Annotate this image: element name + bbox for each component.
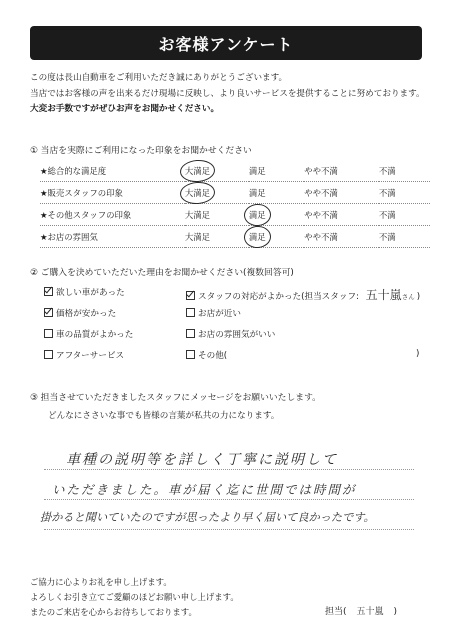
rating-option-selected: 大満足 bbox=[184, 165, 211, 176]
rating-row bbox=[40, 204, 430, 226]
rating-table bbox=[40, 160, 430, 248]
rating-option-cell[interactable] bbox=[249, 160, 304, 182]
close-paren: ) bbox=[416, 292, 421, 302]
survey-title: お客様アンケート bbox=[30, 26, 422, 60]
reason-checkbox[interactable] bbox=[44, 328, 133, 340]
rating-option-cell[interactable] bbox=[249, 226, 304, 248]
rating-option-selected: 満足 bbox=[248, 209, 266, 220]
rating-option-cell[interactable] bbox=[379, 204, 430, 226]
comment-line: 車種の説明等を詳しく丁寧に説明して bbox=[66, 452, 338, 468]
reason-checkbox[interactable] bbox=[186, 349, 227, 361]
staff-close: ) bbox=[393, 607, 398, 617]
comment-line: 掛かると聞いていたのですが思ったより早く届いて良かったです。 bbox=[40, 511, 375, 524]
reason-checkbox[interactable] bbox=[186, 286, 420, 303]
comment-rule bbox=[44, 529, 414, 530]
rating-option: やや不満 bbox=[304, 209, 338, 220]
rating-option-cell[interactable] bbox=[185, 226, 249, 248]
closing-line: ご協力に心よりお礼を申し上げます。 bbox=[30, 577, 172, 587]
rating-option-cell[interactable] bbox=[249, 182, 304, 204]
q3-title: ③ 担当させていただきましたスタッフにメッセージをお願いいたします。 bbox=[30, 393, 321, 403]
checkbox-box[interactable] bbox=[186, 350, 195, 359]
reason-label: 車の品質がよかった bbox=[56, 330, 134, 340]
rating-option: 大満足 bbox=[184, 209, 211, 220]
reason-label: アフターサービス bbox=[56, 351, 125, 361]
reason-checkbox[interactable] bbox=[186, 328, 275, 340]
intro-line: 大変お手数ですがぜひお声をお聞かせください。 bbox=[30, 104, 220, 114]
rating-option: やや不満 bbox=[304, 187, 338, 198]
rating-item-label: ★お店の雰囲気 bbox=[40, 226, 185, 248]
rating-option: 大満足 bbox=[184, 231, 211, 242]
comment-rule bbox=[44, 499, 414, 500]
rating-item-label: ★その他スタッフの印象 bbox=[40, 204, 185, 226]
checkbox-checked[interactable] bbox=[44, 287, 53, 296]
intro-line: この度は長山自動車をご利用いただき誠にありがとうございます。 bbox=[30, 73, 288, 83]
reason-checkbox[interactable] bbox=[44, 286, 125, 298]
staff-handwritten-name: 五十嵐 bbox=[365, 288, 402, 302]
rating-item-label: ★販売スタッフの印象 bbox=[40, 182, 185, 204]
checkbox-box[interactable] bbox=[186, 329, 195, 338]
rating-option-cell[interactable] bbox=[304, 204, 379, 226]
rating-option-cell[interactable] bbox=[185, 182, 249, 204]
rating-option-cell[interactable] bbox=[249, 204, 304, 226]
rating-option: 不満 bbox=[378, 231, 396, 242]
san-suffix: さん bbox=[401, 293, 415, 301]
reason-label: その他( bbox=[198, 351, 228, 361]
reason-label: 欲しい車があった bbox=[56, 288, 125, 298]
q3-subtitle: どんなにささいな事でも皆様の言葉が私共の力になります。 bbox=[48, 411, 280, 421]
reason-label: 価格が安かった bbox=[56, 309, 117, 319]
rating-option: やや不満 bbox=[304, 165, 338, 176]
rating-option-cell[interactable] bbox=[185, 204, 249, 226]
rating-option-cell[interactable] bbox=[185, 160, 249, 182]
reason-label: スタッフの対応がよかった(担当スタッフ: bbox=[198, 292, 359, 302]
staff-name: 五十嵐 bbox=[356, 607, 384, 617]
rating-option-cell[interactable] bbox=[379, 226, 430, 248]
closing-line: よろしくお引き立てご愛顧のほどお願い申し上げます。 bbox=[30, 592, 239, 602]
comment-line: いただきました。車が届く迄に世間では時間が bbox=[52, 482, 357, 497]
checkbox-checked[interactable] bbox=[44, 308, 53, 317]
rating-row bbox=[40, 182, 430, 204]
intro-text bbox=[30, 71, 425, 118]
reason-checkbox[interactable] bbox=[186, 307, 241, 319]
staff-signature bbox=[325, 604, 397, 617]
reason-checkbox[interactable] bbox=[44, 307, 116, 319]
rating-option-cell[interactable] bbox=[379, 182, 430, 204]
rating-option: 不満 bbox=[378, 209, 396, 220]
rating-option: 満足 bbox=[248, 165, 266, 176]
checkbox-checked[interactable] bbox=[186, 291, 195, 300]
reason-label: お店が近い bbox=[198, 309, 241, 319]
rating-option: 不満 bbox=[378, 165, 396, 176]
rating-row bbox=[40, 160, 430, 182]
rating-option-cell[interactable] bbox=[304, 226, 379, 248]
reason-label: お店の雰囲気がいい bbox=[198, 330, 276, 340]
comment-rule bbox=[44, 469, 414, 470]
rating-option-cell[interactable] bbox=[304, 182, 379, 204]
q2-title: ② ご購入を決めていただいた理由をお聞かせください(複数回答可) bbox=[30, 268, 294, 278]
rating-item-label: ★総合的な満足度 bbox=[40, 160, 185, 182]
rating-option-selected: 大満足 bbox=[184, 187, 211, 198]
comment-box[interactable] bbox=[40, 445, 414, 545]
reason-checkbox[interactable] bbox=[44, 349, 124, 361]
closing-line: またのご来店を心からお待ちしております。 bbox=[30, 607, 197, 617]
rating-option-cell[interactable] bbox=[379, 160, 430, 182]
checkbox-box[interactable] bbox=[44, 329, 53, 338]
rating-option: 満足 bbox=[248, 187, 266, 198]
other-close-paren: ) bbox=[416, 349, 420, 359]
q1-title: ① 当店を実際にご利用になった印象をお聞かせください bbox=[30, 146, 252, 156]
rating-row bbox=[40, 226, 430, 248]
checkbox-box[interactable] bbox=[186, 308, 195, 317]
rating-option: やや不満 bbox=[304, 231, 338, 242]
staff-label: 担当( bbox=[325, 607, 347, 617]
rating-option-cell[interactable] bbox=[304, 160, 379, 182]
rating-option: 不満 bbox=[378, 187, 396, 198]
closing-text bbox=[30, 575, 239, 620]
intro-line: 当店ではお客様の声を出来るだけ現場に反映し、より良いサービスを提供することに努めております。 bbox=[30, 88, 425, 99]
checkbox-box[interactable] bbox=[44, 350, 53, 359]
rating-option-selected: 満足 bbox=[248, 231, 266, 242]
